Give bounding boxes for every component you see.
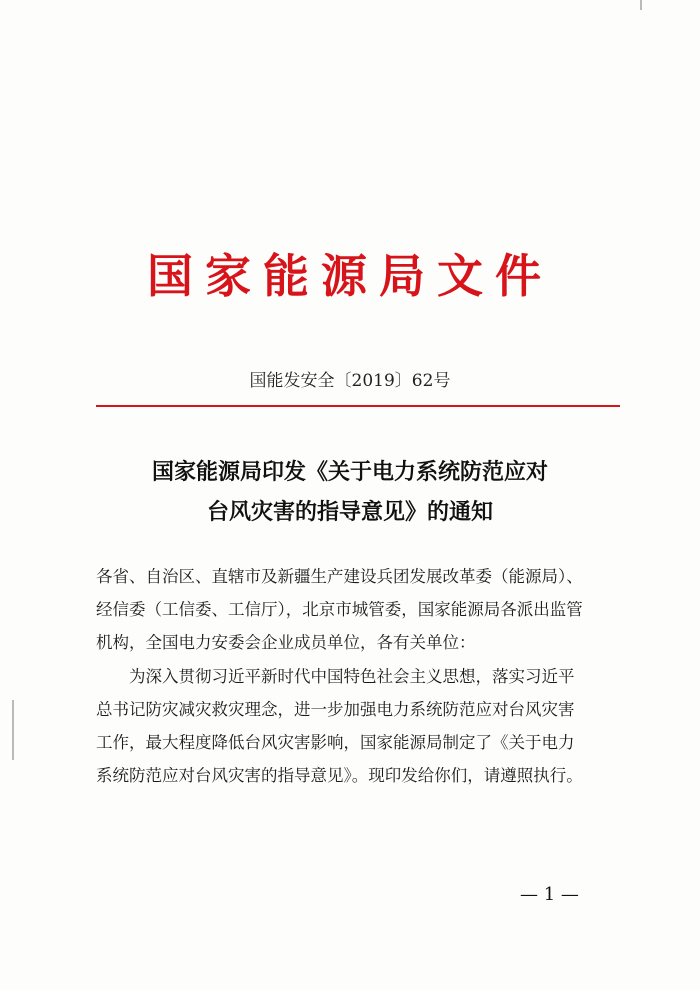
page-number: — 1 — bbox=[520, 884, 579, 905]
notice-title bbox=[0, 452, 700, 532]
paragraph-line: 为深入贯彻习近平新时代中国特色社会主义思想，落实习近平 bbox=[129, 667, 575, 686]
scan-artifact bbox=[640, 0, 642, 10]
notice-title-line-1: 国家能源局印发《关于电力系统防范应对 bbox=[151, 459, 548, 485]
addressee-block bbox=[96, 560, 626, 659]
paragraph-line: 工作，最大程度降低台风灾害影响，国家能源局制定了《关于电力 bbox=[96, 733, 575, 752]
addressee-line: 各省、自治区、直辖市及新疆生产建设兵团发展改革委（能源局）、 bbox=[96, 567, 583, 586]
paragraph-line: 总书记防灾减灾救灾理念，进一步加强电力系统防范应对台风灾害 bbox=[96, 700, 575, 719]
addressee-line: 机构，全国电力安委会企业成员单位，各有关单位： bbox=[96, 633, 476, 652]
document-number: 国能发安全〔2019〕62号 bbox=[249, 371, 451, 391]
paragraph-line: 系统防范应对台风灾害的指导意见》。现印发给你们，请遵照执行。 bbox=[96, 766, 583, 785]
body-paragraph bbox=[96, 660, 626, 792]
issuer-title: 国家能源局文件 bbox=[147, 249, 553, 303]
notice-title-line-2: 台风灾害的指导意见》的通知 bbox=[206, 499, 493, 525]
red-separator-line bbox=[96, 405, 620, 407]
addressee-line: 经信委（工信委、工信厅），北京市城管委，国家能源局各派出监管 bbox=[96, 600, 583, 619]
scan-artifact bbox=[12, 700, 14, 760]
